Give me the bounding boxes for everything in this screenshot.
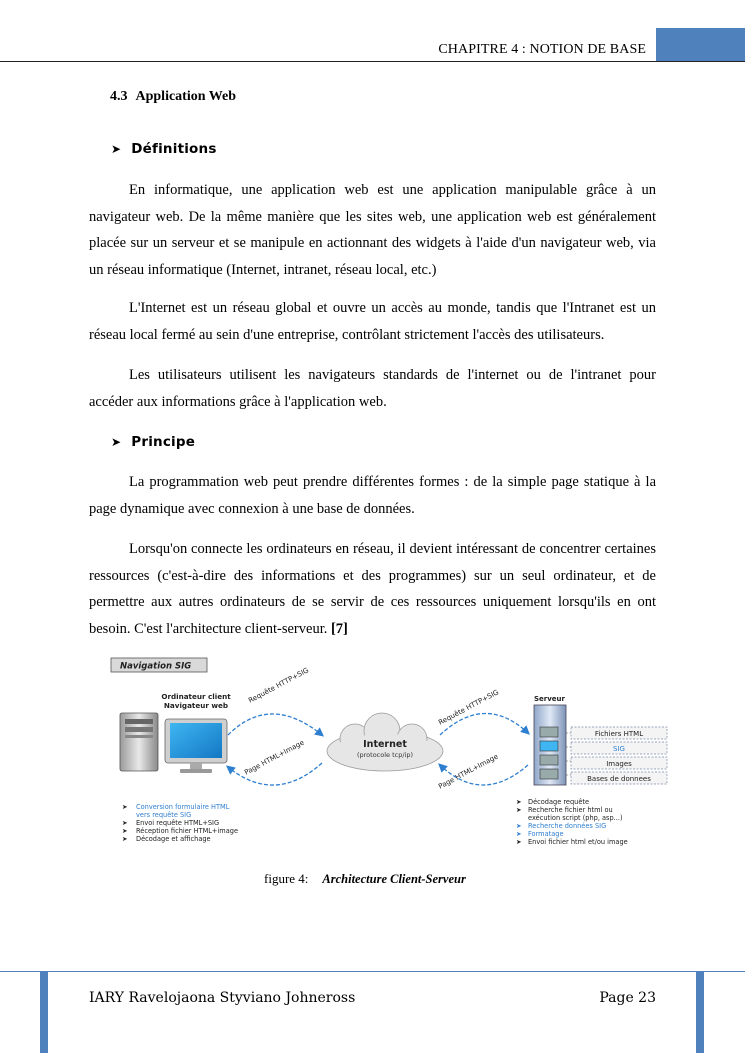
svg-text:➤: ➤ bbox=[516, 838, 522, 846]
client-step: Conversion formulaire HTML bbox=[136, 803, 230, 811]
client-step: Décodage et affichage bbox=[136, 835, 211, 843]
subsection-principe bbox=[111, 434, 195, 450]
subsection-definitions bbox=[111, 141, 217, 157]
paragraph-internet-intranet: L'Internet est un réseau global et ouvre un accès au monde, tandis que l'Intranet est un réseau local fermé au sein d'une entreprise, contrôlant strictement l'accès des utilisateurs. bbox=[89, 300, 656, 343]
server-item-images: Images bbox=[606, 760, 632, 768]
page-number: Page 23 bbox=[599, 990, 656, 1006]
svg-text:➤: ➤ bbox=[516, 806, 522, 814]
citation-reference: [7] bbox=[330, 620, 348, 637]
paragraph-web-programming: La programmation web peut prendre différentes formes : de la simple page statique à la page dynamique avec connexion à une base de données. bbox=[89, 474, 656, 517]
client-title-line1: Ordinateur client bbox=[161, 692, 231, 701]
label-page-right: Page HTML+Image bbox=[437, 752, 500, 791]
client-step: vers requête SIG bbox=[136, 811, 192, 819]
svg-text:➤: ➤ bbox=[122, 803, 128, 811]
server-step: Décodage requête bbox=[528, 798, 590, 806]
server-item-db: Bases de donnees bbox=[587, 775, 651, 783]
paragraph-definition: En informatique, une application web est une application manipulable grâce à un navigateur web. De la même manière que les sites web, une application web est généralement placée sur un serveur et se manipule en actionnant des widgets à l'aide d'un navigateur web, via un réseau informatique (Internet, intranet, réseau local, etc.) bbox=[89, 182, 656, 278]
server-rack-icon bbox=[534, 705, 566, 785]
server-step: exécution script (php, asp...) bbox=[528, 814, 623, 822]
server-step: Recherche fichier html ou bbox=[528, 806, 613, 814]
svg-text:➤: ➤ bbox=[516, 798, 522, 806]
footer-author: IARY Ravelojaona Styviano Johneross bbox=[89, 990, 356, 1006]
header-accent-block bbox=[656, 28, 745, 61]
footer-rule bbox=[0, 971, 745, 972]
label-request-right: Requête HTTP+SIG bbox=[437, 688, 501, 727]
paragraph-users: Les utilisateurs utilisent les navigateurs standards de l'internet ou de l'intranet pour accéder aux informations grâce à l'application web. bbox=[89, 367, 656, 410]
client-title-line2: Navigateur web bbox=[163, 701, 229, 710]
label-page-left: Page HTML+Image bbox=[243, 738, 306, 777]
subsection-title: Principe bbox=[131, 434, 196, 450]
section-title bbox=[110, 89, 236, 105]
figure-caption bbox=[264, 871, 466, 887]
svg-text:➤: ➤ bbox=[122, 819, 128, 827]
section-number: 4.3 bbox=[110, 89, 128, 104]
arrow-page-left bbox=[228, 763, 322, 785]
arrow-bullet-icon: ➤ bbox=[111, 142, 122, 156]
svg-text:➤: ➤ bbox=[516, 830, 522, 838]
cloud-subtitle: (protocole tcp/ip) bbox=[356, 751, 414, 759]
svg-text:➤: ➤ bbox=[516, 822, 522, 830]
section-title-text: Application Web bbox=[135, 89, 236, 104]
monitor-icon bbox=[165, 719, 227, 773]
paragraph-client-server-text: Lorsqu'on connecte les ordinateurs en réseau, il devient intéressant de concentrer certaines ressources (c'est-à-dire des informations et des programmes) sur un seul ordinateur, et de permettre aux autres ordinateurs de se servir de ces ressources uniquement lorsqu'ils en ont besoin. C'est l'architecture client-serveur. bbox=[89, 541, 656, 637]
client-step: Réception fichier HTML+image bbox=[136, 827, 239, 835]
server-title: Serveur bbox=[534, 695, 565, 703]
paragraph-client-server bbox=[89, 536, 656, 642]
server-resources bbox=[571, 727, 667, 784]
figure-label: figure 4: bbox=[264, 871, 309, 886]
label-request-left: Requête HTTP+SIG bbox=[247, 666, 311, 705]
arrow-request-left bbox=[228, 714, 322, 735]
server-item-html: Fichiers HTML bbox=[594, 730, 644, 738]
header-rule bbox=[0, 61, 745, 62]
footer-right-bar bbox=[696, 971, 704, 1053]
cloud-title: Internet bbox=[363, 739, 407, 750]
server-step: Recherche données SIG bbox=[528, 822, 607, 830]
svg-text:➤: ➤ bbox=[122, 827, 128, 835]
figure-title: Architecture Client-Serveur bbox=[322, 872, 466, 886]
server-step: Formatage bbox=[528, 830, 564, 838]
svg-text:➤: ➤ bbox=[122, 835, 128, 843]
server-item-sig: SIG bbox=[613, 745, 625, 753]
diagram-banner-text: Navigation SIG bbox=[120, 661, 192, 672]
arrow-bullet-icon: ➤ bbox=[111, 435, 122, 449]
client-steps-list bbox=[122, 803, 238, 843]
chapter-header: CHAPITRE 4 : NOTION DE BASE bbox=[438, 42, 646, 57]
client-step: Envoi requête HTML+SIG bbox=[136, 819, 220, 827]
desktop-tower-icon bbox=[120, 713, 158, 771]
architecture-diagram bbox=[110, 655, 680, 850]
subsection-title: Définitions bbox=[131, 141, 217, 157]
footer-left-bar bbox=[40, 971, 48, 1053]
server-step: Envoi fichier html et/ou image bbox=[528, 838, 628, 846]
server-steps-list bbox=[516, 798, 628, 846]
